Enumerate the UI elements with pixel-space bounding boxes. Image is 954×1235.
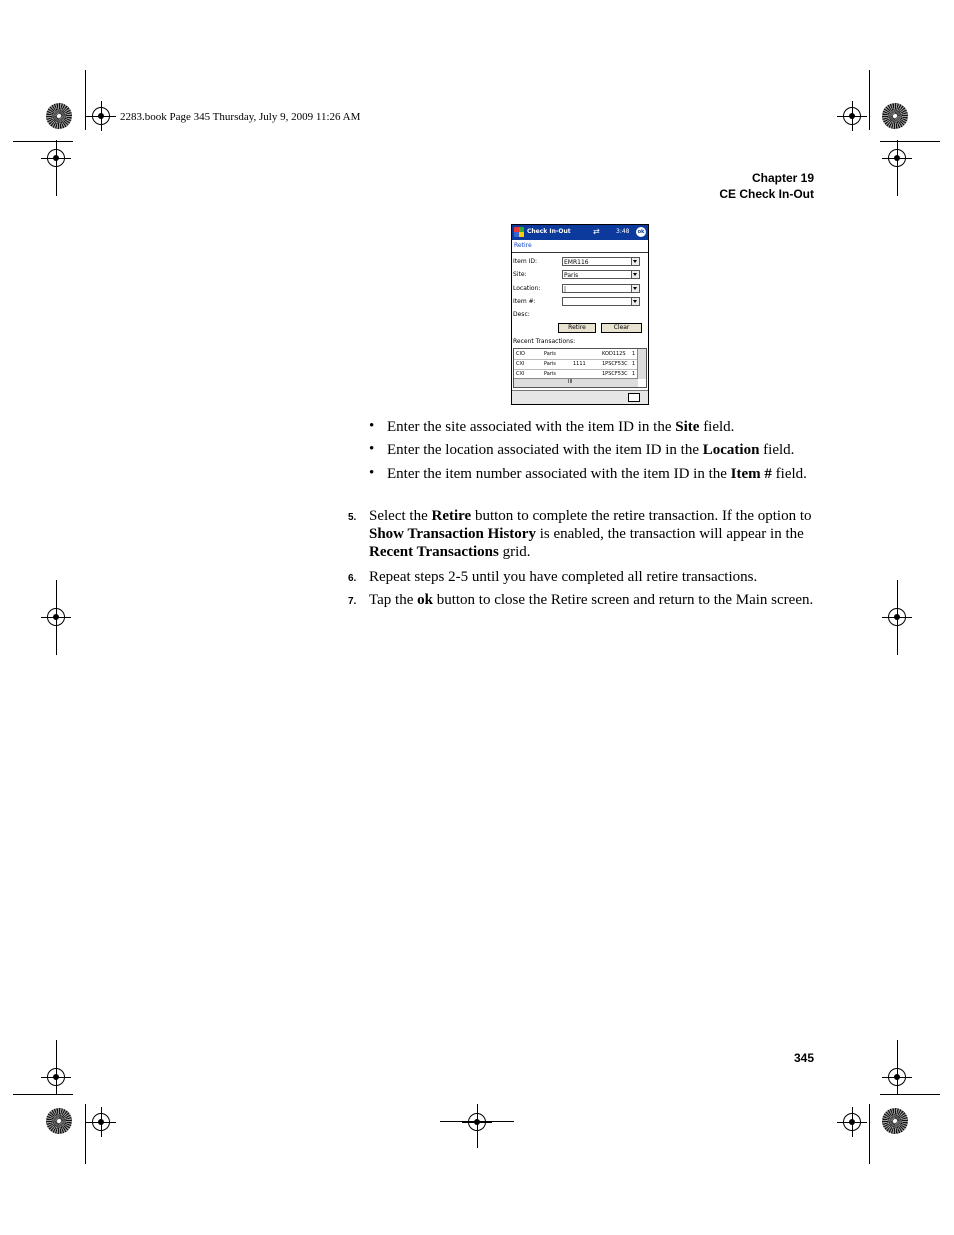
start-menu-icon[interactable] [514, 227, 524, 237]
location-field[interactable]: | [562, 284, 640, 293]
registration-mark [888, 149, 906, 167]
bullet-marker: • [369, 465, 375, 481]
registration-mark [92, 1113, 110, 1131]
bullet-location: Enter the location associated with the item ID in the Location field. [387, 442, 795, 458]
color-target-mark [882, 1108, 908, 1134]
table-row[interactable]: CXI Paris 1PSCF53C 1 [514, 369, 638, 380]
step-6-text: Repeat steps 2-5 until you have completed all retire transactions. [369, 569, 758, 585]
table-row[interactable]: CIO Paris KOD112S 1 [514, 349, 638, 360]
chevron-down-icon[interactable] [631, 271, 639, 278]
registration-mark [47, 608, 65, 626]
ok-button[interactable]: ok [637, 229, 645, 235]
print-slug: 2283.book Page 345 Thursday, July 9, 2009 11:26 AM [120, 111, 361, 123]
registration-mark [888, 1068, 906, 1086]
site-field[interactable]: Paris [562, 270, 640, 279]
vertical-scrollbar[interactable] [637, 349, 646, 379]
step-5-text: Select the Retire button to complete the retire transaction. If the option to Show Transaction History is enabled, the transaction will appear in the Recent Transactions grid. [369, 508, 812, 560]
chapter-number: Chapter 19 [751, 171, 814, 185]
menu-retire[interactable]: Retire [514, 242, 532, 249]
bullet-site: Enter the site associated with the item ID in the Site field. [387, 419, 735, 435]
divider [512, 252, 648, 253]
title-bar [512, 225, 648, 240]
registration-mark [843, 1113, 861, 1131]
retire-button[interactable]: Retire [558, 323, 596, 333]
chevron-down-icon[interactable] [631, 298, 639, 305]
step-number: 6. [348, 573, 357, 584]
app-title: Check In-Out [527, 228, 571, 235]
registration-mark [92, 107, 110, 125]
clock: 3:48 [616, 228, 630, 235]
bottom-toolbar [512, 390, 648, 404]
color-target-mark [46, 1108, 72, 1134]
item-number-field[interactable] [562, 297, 640, 306]
registration-mark [47, 1068, 65, 1086]
recent-transactions-grid[interactable] [513, 348, 647, 388]
color-target-mark [46, 103, 72, 129]
bullet-marker: • [369, 441, 375, 457]
item-id-field[interactable]: EMR116 [562, 257, 640, 266]
item-number-label: Item #: [513, 298, 536, 305]
bullet-item-number: Enter the item number associated with the item ID in the Item # field. [387, 466, 807, 482]
keyboard-icon[interactable] [628, 393, 640, 402]
registration-mark [843, 107, 861, 125]
registration-mark [468, 1113, 486, 1131]
bullet-marker: • [369, 418, 375, 434]
page-number: 345 [793, 1051, 814, 1065]
registration-mark [888, 608, 906, 626]
site-label: Site: [513, 271, 527, 278]
step-number: 7. [348, 596, 357, 607]
color-target-mark [882, 103, 908, 129]
location-label: Location: [513, 285, 541, 292]
horizontal-scrollbar[interactable]: III [514, 378, 638, 387]
chevron-down-icon[interactable] [631, 258, 639, 265]
recent-transactions-label: Recent Transactions: [513, 338, 576, 345]
item-id-label: Item ID: [513, 258, 537, 265]
desc-label: Desc: [513, 311, 530, 318]
step-7-text: Tap the ok button to close the Retire screen and return to the Main screen. [369, 592, 814, 608]
chevron-down-icon[interactable] [631, 285, 639, 292]
chapter-title: CE Check In-Out [719, 187, 814, 201]
table-row[interactable]: CXI Paris 1111 1PSCF53C 1 [514, 359, 638, 370]
clear-button[interactable]: Clear [601, 323, 642, 333]
device-screenshot [511, 224, 649, 405]
connectivity-icon[interactable]: ⇄ [593, 227, 600, 236]
registration-mark [47, 149, 65, 167]
step-number: 5. [348, 512, 357, 523]
